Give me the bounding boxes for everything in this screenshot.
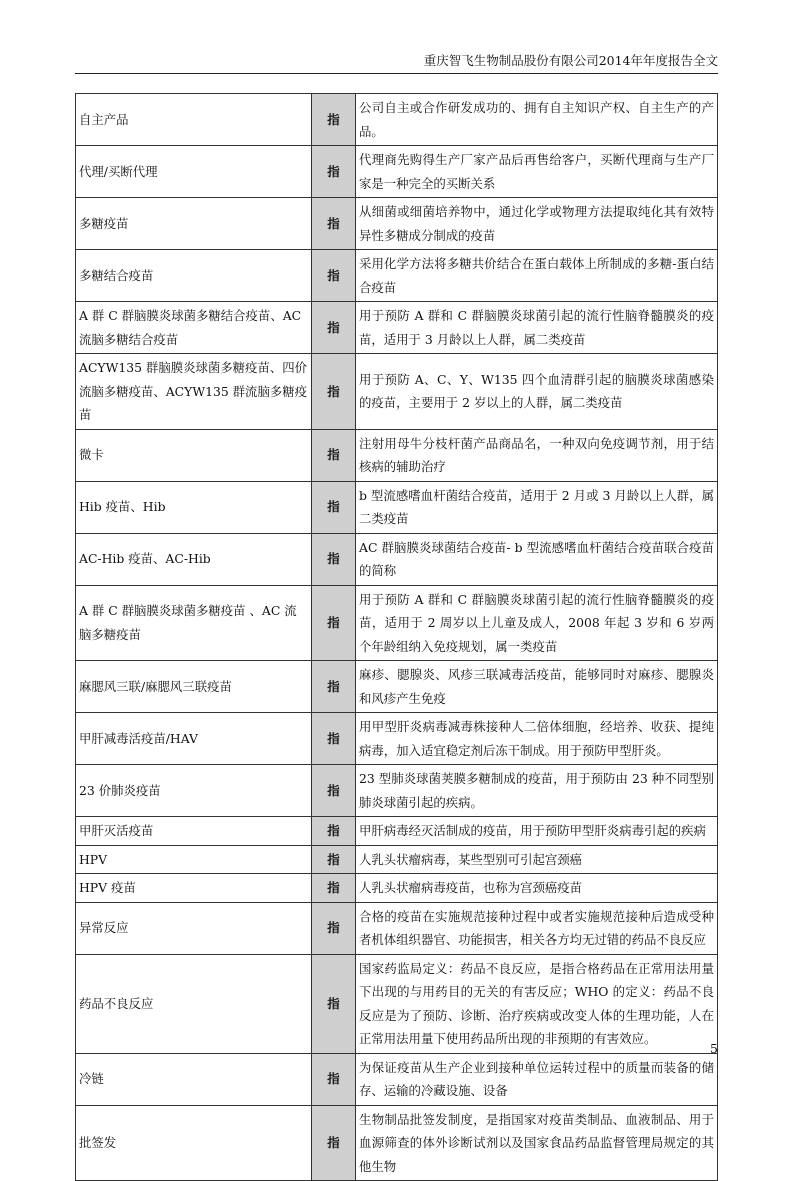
glossary-term: ACYW135 群脑膜炎球菌多糖疫苗、四价流脑多糖疫苗、ACYW135 群流脑多糖疫苗 [76, 354, 312, 430]
glossary-term: 23 价肺炎疫苗 [76, 765, 312, 817]
glossary-row [76, 302, 718, 354]
definition-marker: 指 [312, 817, 356, 846]
glossary-row [76, 1105, 718, 1181]
definition-marker: 指 [312, 533, 356, 585]
glossary-definition: 23 型肺炎球菌荚膜多糖制成的疫苗，用于预防由 23 种不同型别肺炎球菌引起的疾病。 [356, 765, 718, 817]
glossary-row [76, 902, 718, 954]
glossary-definition: b 型流感嗜血杆菌结合疫苗，适用于 2 月或 3 月龄以上人群，属二类疫苗 [356, 481, 718, 533]
glossary-row [76, 198, 718, 250]
glossary-row [76, 354, 718, 430]
glossary-row [76, 713, 718, 765]
glossary-definition: 用于预防 A 群和 C 群脑膜炎球菌引起的流行性脑脊髓膜炎的疫苗，适用于 3 月龄以上人群，属二类疫苗 [356, 302, 718, 354]
definition-marker: 指 [312, 354, 356, 430]
definition-marker: 指 [312, 302, 356, 354]
glossary-term: 药品不良反应 [76, 954, 312, 1053]
glossary-definition: 为保证疫苗从生产企业到接种单位运转过程中的质量而装备的储存、运输的冷藏设施、设备 [356, 1053, 718, 1105]
definition-marker: 指 [312, 198, 356, 250]
glossary-definition: 麻疹、腮腺炎、风疹三联减毒活疫苗，能够同时对麻疹、腮腺炎和风疹产生免疫 [356, 661, 718, 713]
glossary-term: 冷链 [76, 1053, 312, 1105]
glossary-term: Hib 疫苗、Hib [76, 481, 312, 533]
glossary-definition: 人乳头状瘤病毒疫苗，也称为宫颈癌疫苗 [356, 874, 718, 903]
glossary-definition: AC 群脑膜炎球菌结合疫苗- b 型流感嗜血杆菌结合疫苗联合疫苗的简称 [356, 533, 718, 585]
definition-marker: 指 [312, 713, 356, 765]
glossary-row [76, 585, 718, 661]
glossary-row [76, 533, 718, 585]
definition-marker: 指 [312, 481, 356, 533]
glossary-table [75, 93, 718, 1181]
definition-marker: 指 [312, 874, 356, 903]
page-number: 5 [710, 1041, 718, 1056]
glossary-term: 多糖疫苗 [76, 198, 312, 250]
glossary-definition: 生物制品批签发制度，是指国家对疫苗类制品、血液制品、用于血源筛查的体外诊断试剂以及国家食品药品监督管理局规定的其他生物 [356, 1105, 718, 1181]
glossary-row [76, 661, 718, 713]
definition-marker: 指 [312, 954, 356, 1053]
glossary-term: 多糖结合疫苗 [76, 250, 312, 302]
glossary-definition: 从细菌或细菌培养物中，通过化学或物理方法提取纯化其有效特异性多糖成分制成的疫苗 [356, 198, 718, 250]
definition-marker: 指 [312, 250, 356, 302]
definition-marker: 指 [312, 765, 356, 817]
definition-marker: 指 [312, 661, 356, 713]
glossary-definition: 用于预防 A 群和 C 群脑膜炎球菌引起的流行性脑脊髓膜炎的疫苗，适用于 2 周岁以上儿童及成人，2008 年起 3 岁和 6 岁两个年龄组纳入免疫规划，属一类疫苗 [356, 585, 718, 661]
glossary-definition: 代理商先购得生产厂家产品后再售给客户，买断代理商与生产厂家是一种完全的买断关系 [356, 146, 718, 198]
glossary-row [76, 481, 718, 533]
definition-marker: 指 [312, 585, 356, 661]
definition-marker: 指 [312, 902, 356, 954]
glossary-row [76, 954, 718, 1053]
glossary-term: 甲肝灭活疫苗 [76, 817, 312, 846]
glossary-row [76, 1053, 718, 1105]
glossary-row [76, 845, 718, 874]
glossary-term: 异常反应 [76, 902, 312, 954]
glossary-definition: 甲肝病毒经灭活制成的疫苗，用于预防甲型肝炎病毒引起的疾病 [356, 817, 718, 846]
glossary-term: HPV 疫苗 [76, 874, 312, 903]
glossary-row [76, 817, 718, 846]
glossary-row [76, 765, 718, 817]
glossary-row [76, 874, 718, 903]
glossary-definition: 合格的疫苗在实施规范接种过程中或者实施规范接种后造成受种者机体组织器官、功能损害，相关各方均无过错的药品不良反应 [356, 902, 718, 954]
glossary-definition: 人乳头状瘤病毒，某些型别可引起宫颈癌 [356, 845, 718, 874]
glossary-term: 微卡 [76, 429, 312, 481]
glossary-term: HPV [76, 845, 312, 874]
glossary-row [76, 94, 718, 146]
glossary-term: 甲肝减毒活疫苗/HAV [76, 713, 312, 765]
glossary-row [76, 146, 718, 198]
glossary-row [76, 250, 718, 302]
glossary-term: 自主产品 [76, 94, 312, 146]
glossary-body [76, 94, 718, 1181]
definition-marker: 指 [312, 1105, 356, 1181]
glossary-term: A 群 C 群脑膜炎球菌多糖结合疫苗、AC 流脑多糖结合疫苗 [76, 302, 312, 354]
glossary-row [76, 429, 718, 481]
definition-marker: 指 [312, 94, 356, 146]
glossary-term: AC-Hib 疫苗、AC-Hib [76, 533, 312, 585]
glossary-term: 麻腮风三联/麻腮风三联疫苗 [76, 661, 312, 713]
glossary-term: 代理/买断代理 [76, 146, 312, 198]
glossary-term: 批签发 [76, 1105, 312, 1181]
definition-marker: 指 [312, 429, 356, 481]
glossary-definition: 注射用母牛分枝杆菌产品商品名，一种双向免疫调节剂，用于结核病的辅助治疗 [356, 429, 718, 481]
glossary-definition: 采用化学方法将多糖共价结合在蛋白载体上所制成的多糖-蛋白结合疫苗 [356, 250, 718, 302]
page-header: 重庆智飞生物制品股份有限公司2014年年度报告全文 [423, 53, 718, 68]
glossary-definition: 用甲型肝炎病毒减毒株接种人二倍体细胞，经培养、收获、提纯病毒，加入适宜稳定剂后冻干制成。用于预防甲型肝炎。 [356, 713, 718, 765]
glossary-definition: 用于预防 A、C、Y、W135 四个血清群引起的脑膜炎球菌感染的疫苗，主要用于 2 岁以上的人群，属二类疫苗 [356, 354, 718, 430]
glossary-definition: 国家药监局定义：药品不良反应，是指合格药品在正常用法用量下出现的与用药目的无关的有害反应；WHO 的定义：药品不良反应是为了预防、诊断、治疗疾病或改变人体的生理功能，人在正常用法用量下使用药品所出现的非预期的有害效应。 [356, 954, 718, 1053]
definition-marker: 指 [312, 146, 356, 198]
definition-marker: 指 [312, 1053, 356, 1105]
definition-marker: 指 [312, 845, 356, 874]
glossary-definition: 公司自主或合作研发成功的、拥有自主知识产权、自主生产的产品。 [356, 94, 718, 146]
header-divider [75, 73, 718, 74]
glossary-term: A 群 C 群脑膜炎球菌多糖疫苗 、AC 流脑多糖疫苗 [76, 585, 312, 661]
